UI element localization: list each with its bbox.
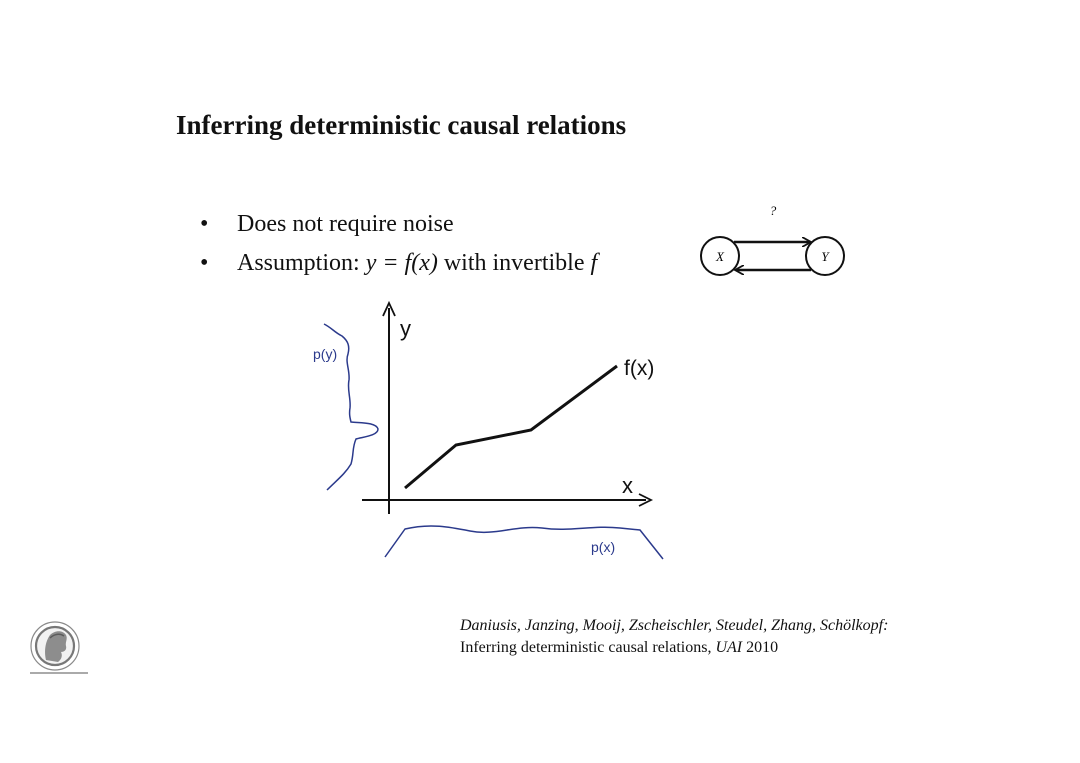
x-axis-label: x (622, 473, 633, 498)
function-plot (313, 298, 670, 566)
py-label: p(y) (313, 346, 338, 362)
function-curve (405, 366, 617, 488)
citation-year: 2010 (742, 639, 779, 656)
node-x-label: X (716, 249, 724, 264)
question-mark: ? (769, 203, 777, 218)
bullet-item (200, 247, 597, 286)
citation-block (460, 615, 888, 659)
px-density-curve (385, 526, 663, 559)
bullet-item (200, 208, 597, 247)
citation-authors: Daniusis, Janzing, Mooij, Zscheischler, Steudel, Zhang, Schölkopf: (460, 617, 889, 634)
function-variable: f (590, 250, 598, 276)
bullet-middle: with invertible (437, 250, 591, 276)
citation-title: Inferring deterministic causal relations, (460, 639, 716, 656)
bullet-text: Does not require noise (237, 211, 454, 237)
citation-reference (460, 637, 888, 659)
assumption-formula: y = f(x) (365, 250, 438, 276)
node-y-label: Y (821, 249, 829, 264)
bullet-prefix: Assumption: (237, 250, 366, 276)
bullet-list (200, 208, 597, 286)
slide-title: Inferring deterministic causal relations (176, 110, 627, 140)
bullet-dot: • (200, 211, 209, 237)
curve-label: f(x) (624, 357, 655, 380)
y-axis-label: y (400, 316, 411, 341)
px-label: p(x) (591, 539, 616, 555)
max-planck-logo-icon (28, 620, 90, 678)
citation-venue: UAI (715, 639, 743, 656)
causal-direction-diagram (698, 200, 848, 290)
bullet-dot: • (200, 250, 209, 276)
